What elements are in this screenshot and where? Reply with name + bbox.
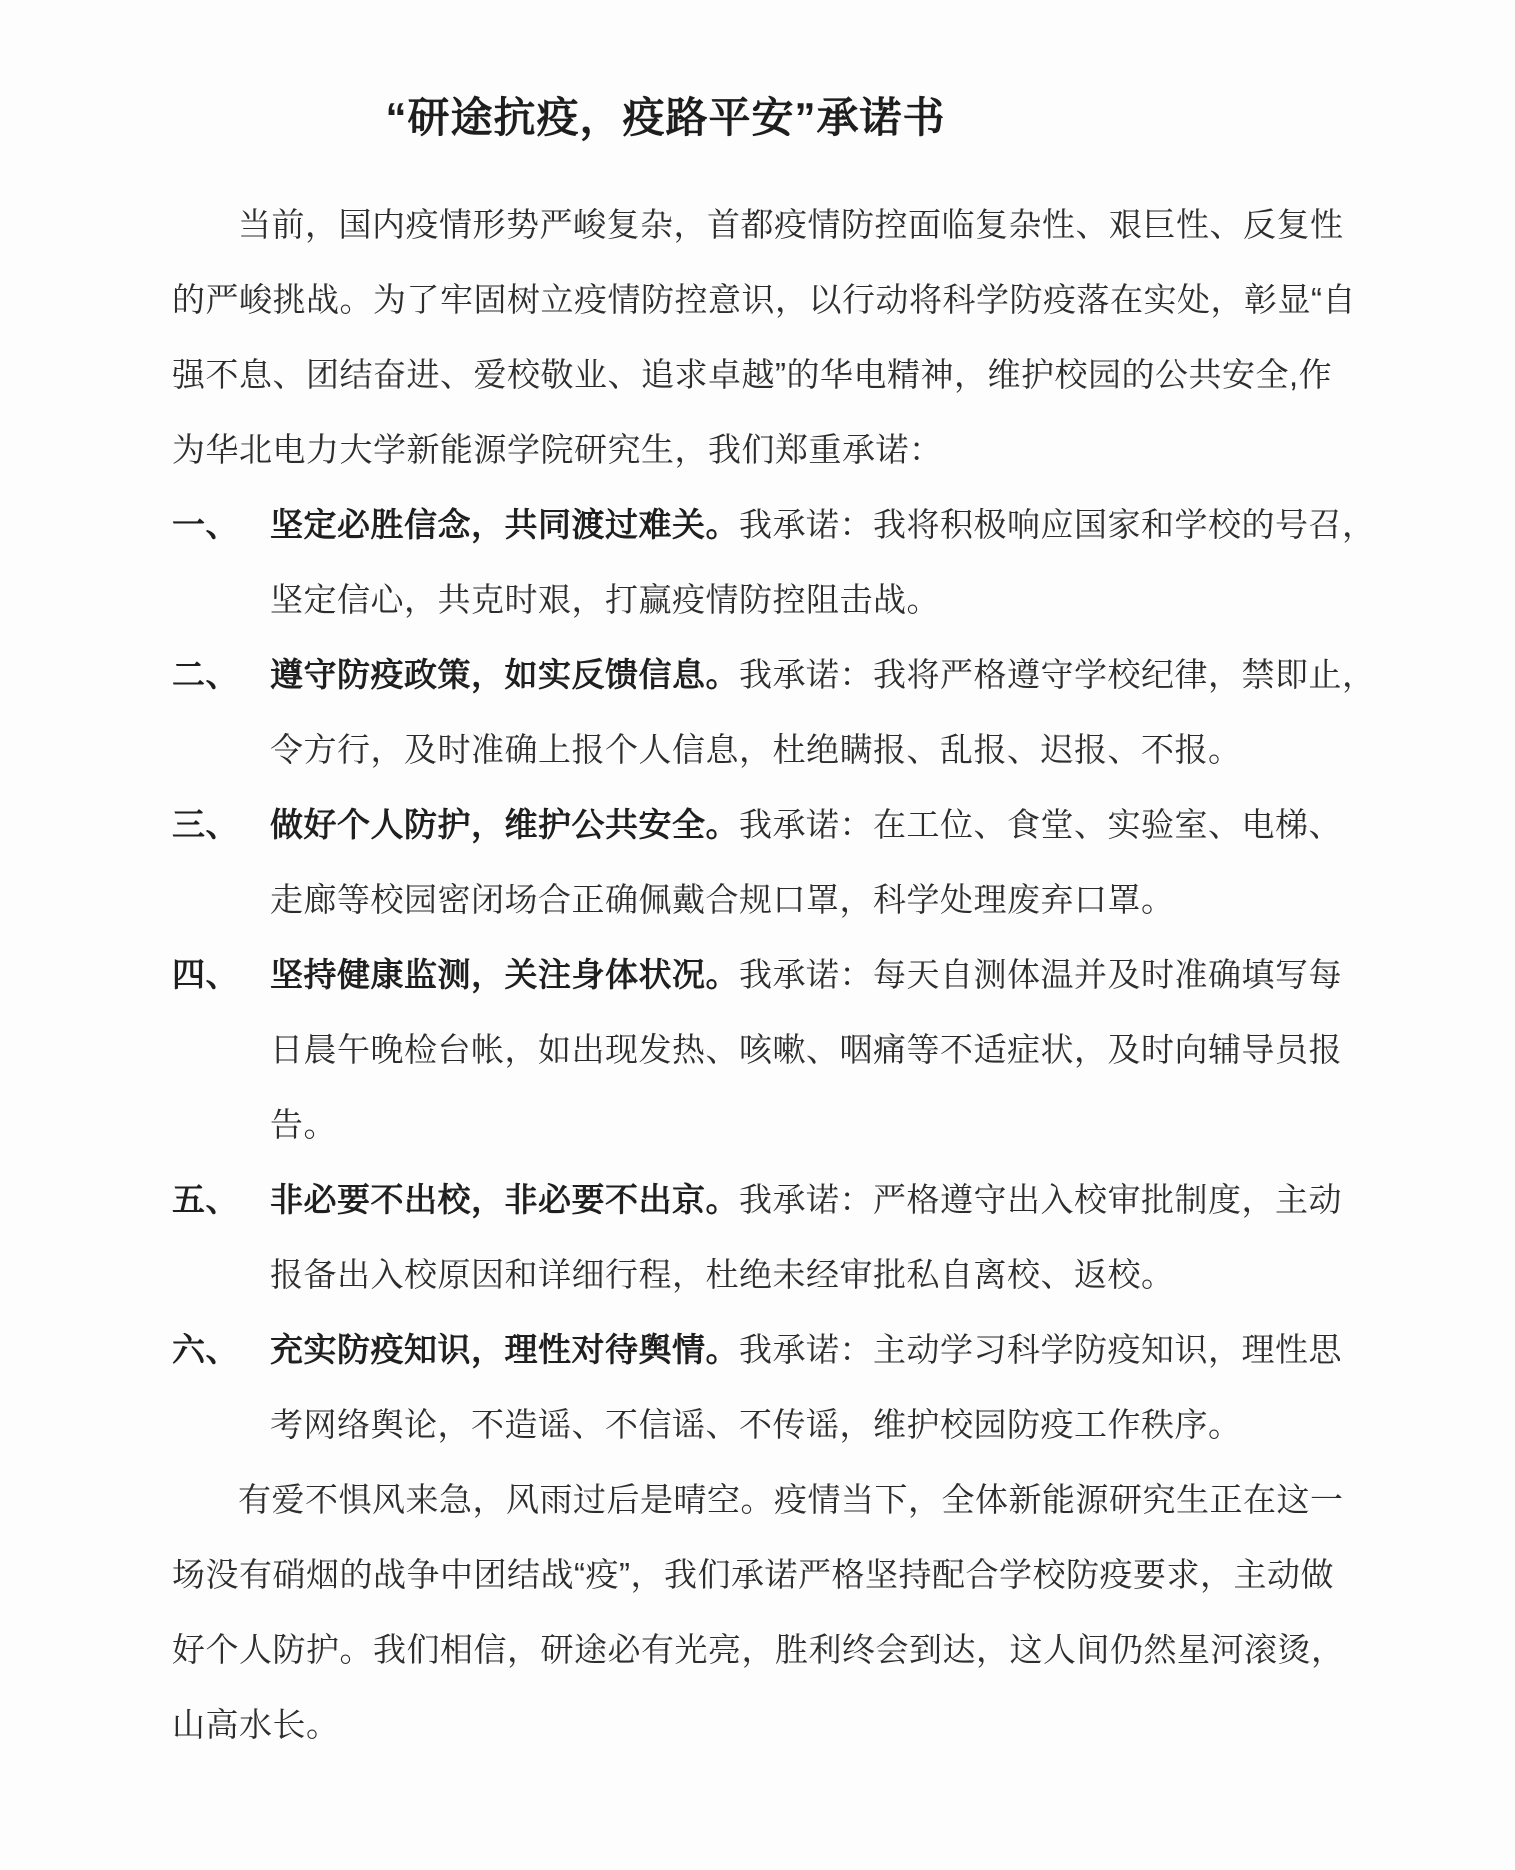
item-number: 四、 [172, 956, 239, 993]
list-item [172, 1312, 1415, 1387]
intro-line: 为华北电力大学新能源学院研究生，我们郑重承诺： [172, 431, 943, 468]
item-first-line [270, 937, 1342, 1012]
item-continuation-line: 令方行，及时准确上报个人信息，杜绝瞒报、乱报、迟报、不报。 [270, 731, 1242, 768]
item-number: 一、 [172, 506, 239, 543]
list-item [172, 787, 1415, 862]
item-heading: 坚定必胜信念，共同渡过难关。 [270, 506, 739, 543]
item-first-line [270, 1162, 1342, 1237]
item-continuation-line: 日晨午晚检台帐，如出现发热、咳嗽、咽痛等不适症状，及时向辅导员报 [270, 1031, 1342, 1068]
closing-line: 有爱不惧风来急，风雨过后是晴空。疫情当下，全体新能源研究生正在这一 [238, 1481, 1344, 1518]
item-text: 我承诺：我将积极响应国家和学校的号召， [739, 506, 1376, 543]
item-text: 我承诺：每天自测体温并及时准确填写每 [739, 956, 1342, 993]
item-heading: 坚持健康监测，关注身体状况。 [270, 956, 739, 993]
item-first-line [270, 787, 1342, 862]
list-item [172, 937, 1415, 1012]
document-body [0, 187, 1515, 1762]
item-text: 我承诺：在工位、食堂、实验室、电梯、 [739, 806, 1342, 843]
closing-line: 场没有硝烟的战争中团结战“疫”，我们承诺严格坚持配合学校防疫要求，主动做 [172, 1556, 1334, 1593]
item-continuation-line: 考网络舆论，不造谣、不信谣、不传谣，维护校园防疫工作秩序。 [270, 1406, 1242, 1443]
item-continuation-line: 报备出入校原因和详细行程，杜绝未经审批私自离校、返校。 [270, 1256, 1175, 1293]
item-first-line [270, 637, 1376, 712]
item-continuation-line: 坚定信心，共克时艰，打赢疫情防控阻击战。 [270, 581, 940, 618]
intro-line: 的严峻挑战。为了牢固树立疫情防控意识，以行动将科学防疫落在实处，彰显“自 [172, 281, 1356, 318]
item-text: 我承诺：严格遵守出入校审批制度，主动 [739, 1181, 1342, 1218]
item-text: 我承诺：我将严格遵守学校纪律，禁即止， [739, 656, 1376, 693]
item-heading: 非必要不出校，非必要不出京。 [270, 1181, 739, 1218]
intro-line: 强不息、团结奋进、爱校敬业、追求卓越”的华电精神，维护校园的公共安全,作 [172, 356, 1333, 393]
item-number: 五、 [172, 1181, 239, 1218]
item-heading: 充实防疫知识，理性对待舆情。 [270, 1331, 739, 1368]
list-item [172, 1162, 1415, 1237]
item-heading: 做好个人防护，维护公共安全。 [270, 806, 739, 843]
item-heading: 遵守防疫政策，如实反馈信息。 [270, 656, 739, 693]
closing-line: 山高水长。 [172, 1706, 340, 1743]
item-text: 我承诺：主动学习科学防疫知识，理性思 [739, 1331, 1342, 1368]
item-number: 六、 [172, 1331, 239, 1368]
item-continuation-line: 告。 [270, 1106, 337, 1143]
item-continuation-line: 走廊等校园密闭场合正确佩戴合规口罩，科学处理废弃口罩。 [270, 881, 1175, 918]
intro-line: 当前，国内疫情形势严峻复杂，首都疫情防控面临复杂性、艰巨性、反复性 [238, 206, 1344, 243]
item-first-line [270, 1312, 1342, 1387]
list-item [172, 637, 1415, 712]
closing-line: 好个人防护。我们相信，研途必有光亮，胜利终会到达，这人间仍然星河滚烫， [172, 1631, 1345, 1668]
item-number: 二、 [172, 656, 239, 693]
item-number: 三、 [172, 806, 239, 843]
document-title: “研途抗疫，疫路平安”承诺书 [385, 94, 946, 141]
list-item [172, 487, 1415, 562]
item-first-line [270, 487, 1376, 562]
